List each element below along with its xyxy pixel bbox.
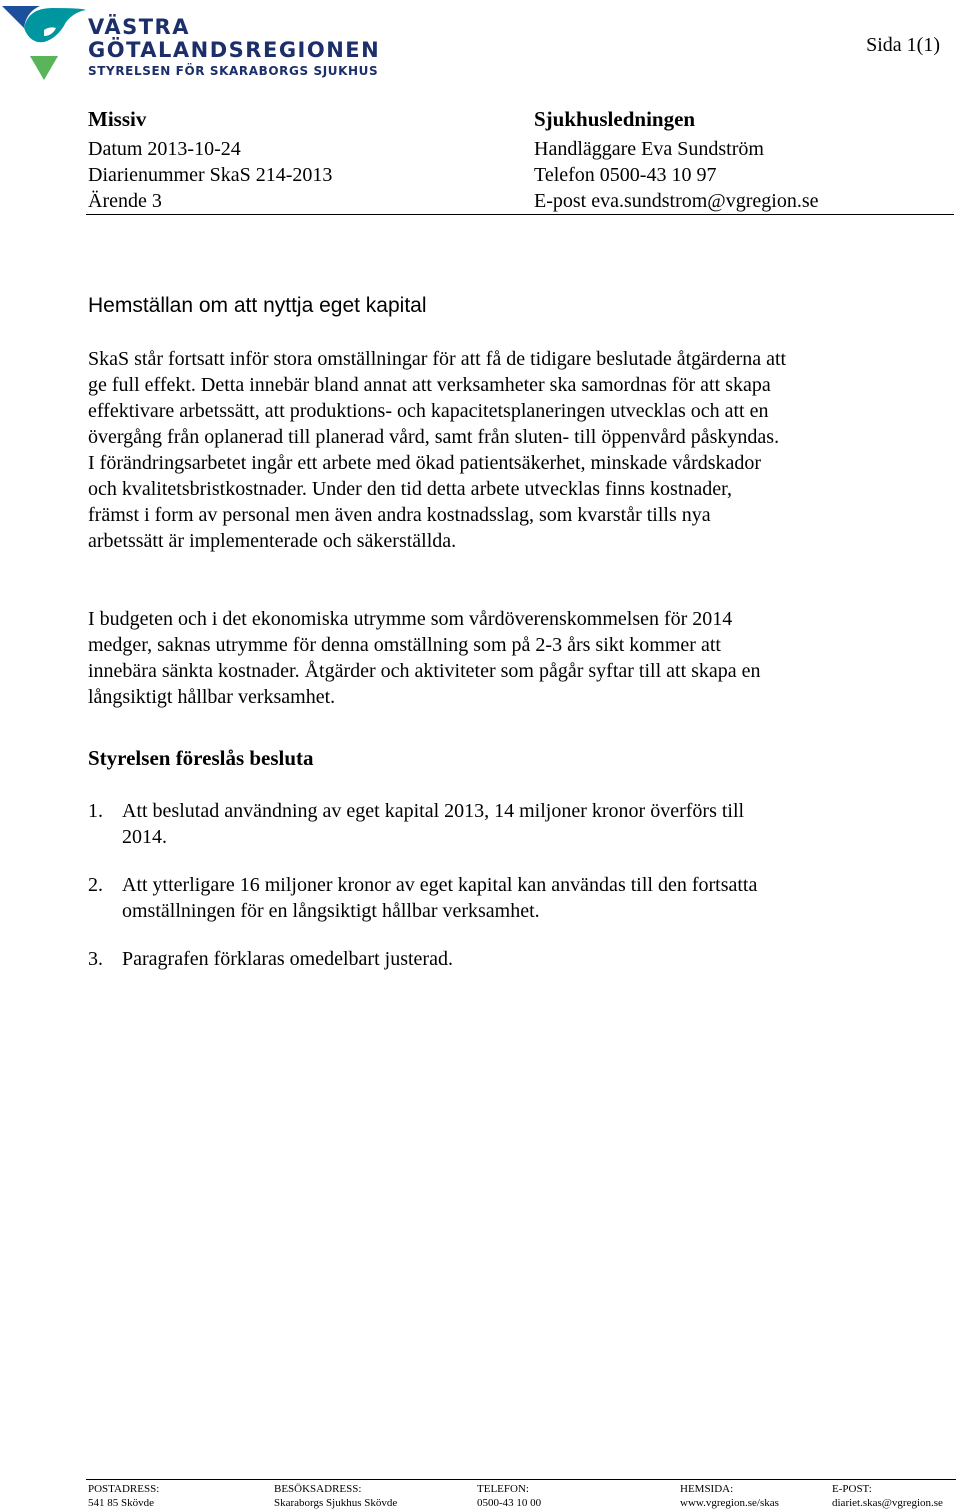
header-divider [86,214,954,215]
decision-text: Paragrafen förklaras omedelbart justerad. [122,948,453,970]
decision-text: Att beslutad användning av eget kapital 2013, 14 miljoner kronor överförs till 2014. [122,800,745,848]
footer-value: 541 85 Skövde [88,1497,154,1509]
decision-number: 1. [88,800,103,822]
body-paragraph-2: I budgeten och i det ekonomiska utrymme som vårdöverenskommelsen för 2014 medger, saknas utrymme för denna omställning som på 2-3 års sikt kommer att innebära sänkta kostnader. Åtgärder och aktiviteter som pågår syftar till att skapa en långsiktigt hållbar verksamhet. [88,608,761,708]
handler-phone: Telefon 0500-43 10 97 [534,164,717,186]
footer-visiting-address [274,1482,397,1510]
footer-value: 0500-43 10 00 [477,1497,542,1509]
handler-name: Handläggare Eva Sundström [534,138,764,160]
footer-email [832,1482,943,1510]
decision-heading: Styrelsen föreslås besluta [88,746,314,770]
decision-number: 3. [88,948,103,970]
footer-label: TELEFON: [477,1483,529,1495]
decision-list-item-1 [88,798,778,850]
footer-divider [86,1479,956,1480]
department-name: Sjukhusledningen [534,107,696,131]
logo-wordmark [88,16,380,80]
decision-list-item-3 [88,946,778,972]
document-meta [88,106,332,214]
logo-line-1: VÄSTRA [88,15,190,39]
document-title: Hemställan om att nyttja eget kapital [88,294,427,317]
case-number: Ärende 3 [88,190,162,212]
footer-label: BESÖKSADRESS: [274,1483,362,1495]
handler-email: E-post eva.sundstrom@vgregion.se [534,190,819,212]
footer-label: POSTADRESS: [88,1483,160,1495]
contact-meta [534,106,818,214]
footer-website [680,1482,779,1510]
logo-line-2: GÖTALANDSREGIONEN [88,38,381,62]
page-indicator: Sida 1(1) [866,34,940,56]
body-paragraph-1: SkaS står fortsatt inför stora omställningar för att få de tidigare beslutade åtgärderna att ge full effekt. Detta innebär bland annat att verksamheter ska samordnas för att skapa effektivare arbetssätt, att produktions- och kapacitetsplaneringen utvecklas och att en övergång från oplanerad till planerad vård, samt från sluten- till öppenvård påskyndas. I förändringsarbetet ingår ett arbete med ökad patientsäkerhet, minskade vårdskador och kvalitetsbristkostnader. Under den tid detta arbete utvecklas finns kostnader, främst i form av personal men även andra kostnadsslag, som kvarstår tills nya arbetssätt är implementerade och säkerställda. [88,348,787,552]
footer-value[interactable]: www.vgregion.se/skas [680,1497,779,1509]
organization-logo [0,2,380,82]
document-type: Missiv [88,107,147,131]
diary-number: Diarienummer SkaS 214-2013 [88,164,333,186]
region-emblem-icon [0,2,90,82]
footer-value[interactable]: diariet.skas@vgregion.se [832,1497,943,1509]
footer-value: Skaraborgs Sjukhus Skövde [274,1497,398,1509]
decision-list-item-2 [88,872,778,924]
footer-postal-address [88,1482,159,1510]
footer-label: HEMSIDA: [680,1483,734,1495]
decision-number: 2. [88,874,103,896]
footer-label: E-POST: [832,1483,872,1495]
document-date: Datum 2013-10-24 [88,138,241,160]
decision-text: Att ytterligare 16 miljoner kronor av eget kapital kan användas till den fortsatta omställningen för en långsiktigt hållbar verksamhet. [122,874,758,922]
footer-phone [477,1482,541,1510]
logo-line-3: STYRELSEN FÖR SKARABORGS SJUKHUS [88,64,379,78]
